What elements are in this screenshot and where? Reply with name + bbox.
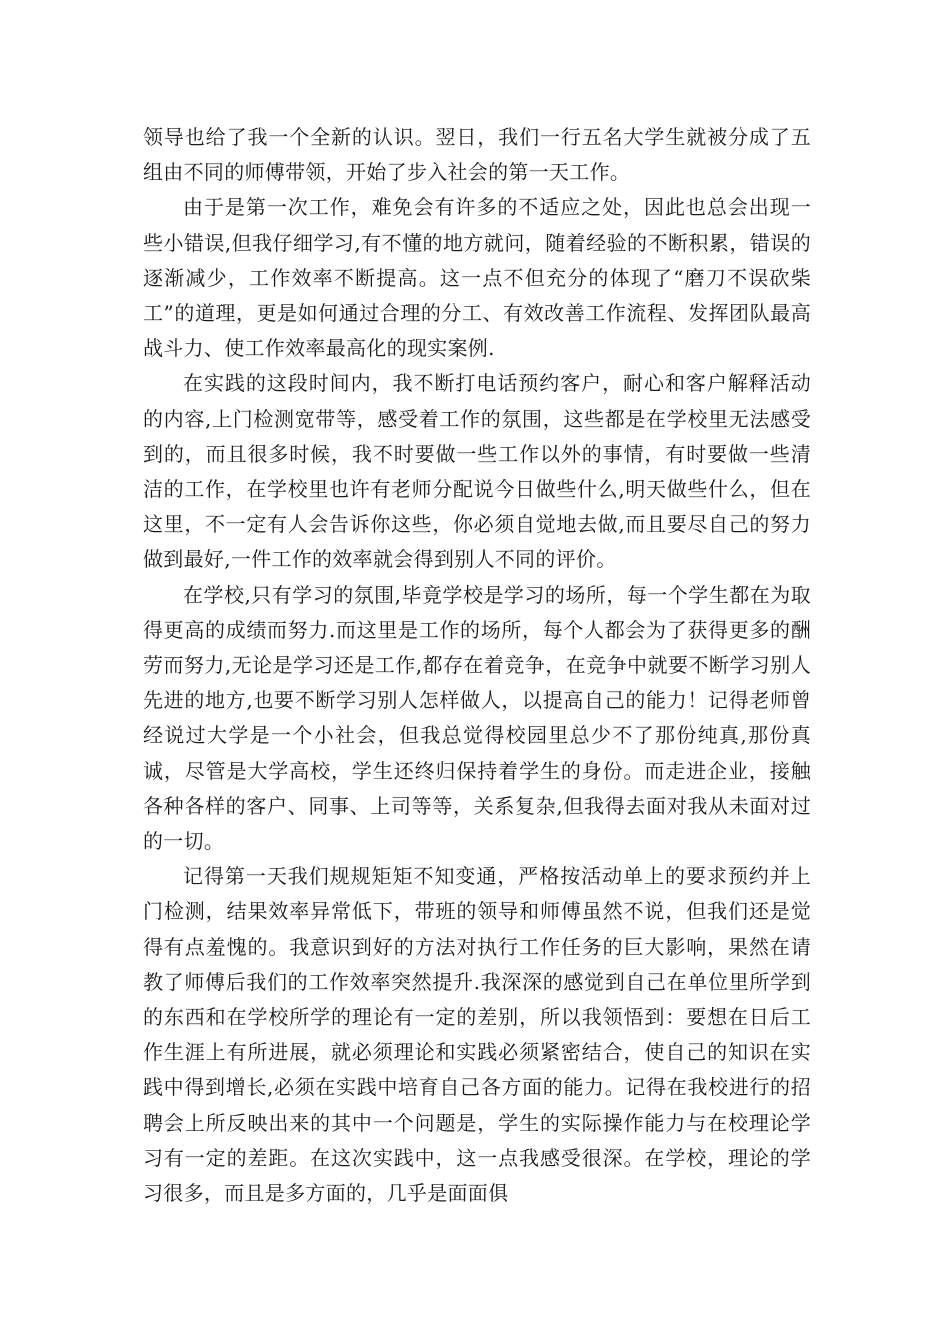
document-body: [143, 120, 811, 1211]
paragraph-5: 记得第一天我们规规矩矩不知变通，严格按活动单上的要求预约并上门检测，结果效率异常低下，带班的领导和师傅虽然不说，但我们还是觉得有点羞愧的。我意识到好的方法对执行工作任务的巨大影响，果然在请教了师傅后我们的工作效率突然提升.我深深的感觉到自己在单位里所学到的东西和在学校所学的理论有一定的差别，所以我领悟到：要想在日后工作生涯上有所进展，就必须理论和实践必须紧密结合，使自己的知识在实践中得到增长,必须在实践中培育自己各方面的能力。记得在我校进行的招聘会上所反映出来的其中一个问题是，学生的实际操作能力与在校理论学习有一定的差距。在这次实践中，这一点我感受很深。在学校，理论的学习很多，而且是多方面的，几乎是面面俱: [143, 864, 811, 1206]
paragraph-3: 在实践的这段时间内，我不断打电话预约客户，耐心和客户解释活动的内容,上门检测宽带等，感受着工作的氛围，这些都是在学校里无法感受到的，而且很多时候，我不时要做一些工作以外的事情，有时要做一些清洁的工作，在学校里也许有老师分配说今日做些什么,明天做些什么，但在这里，不一定有人会告诉你这些，你必须自觉地去做,而且要尽自己的努力做到最好,一件工作的效率就会得到别人不同的评价。: [143, 371, 811, 572]
paragraph-1: 领导也给了我一个全新的认识。翌日，我们一行五名大学生就被分成了五组由不同的师傅带领，开始了步入社会的第一天工作。: [143, 125, 811, 185]
paragraph-2: 由于是第一次工作，难免会有许多的不适应之处，因此也总会出现一些小错误,但我仔细学习,有不懂的地方就问，随着经验的不断积累，错误的逐渐减少，工作效率不断提高。这一点不但充分的体现了“磨刀不误砍柴工”的道理，更是如何通过合理的分工、有效改善工作流程、发挥团队最高战斗力、使工作效率最高化的现实案例.: [143, 195, 811, 361]
paragraph-4: 在学校,只有学习的氛围,毕竟学校是学习的场所，每一个学生都在为取得更高的成绩而努力.而这里是工作的场所，每个人都会为了获得更多的酬劳而努力,无论是学习还是工作,都存在着竞争，在竞争中就要不断学习别人先进的地方,也要不断学习别人怎样做人，以提高自己的能力！记得老师曾经说过大学是一个小社会，但我总觉得校园里总少不了那份纯真,那份真诚，尽管是大学高校，学生还终归保持着学生的身份。而走进企业，接触各种各样的客户、同事、上司等等，关系复杂,但我得去面对我从未面对过的一切。: [143, 582, 811, 854]
